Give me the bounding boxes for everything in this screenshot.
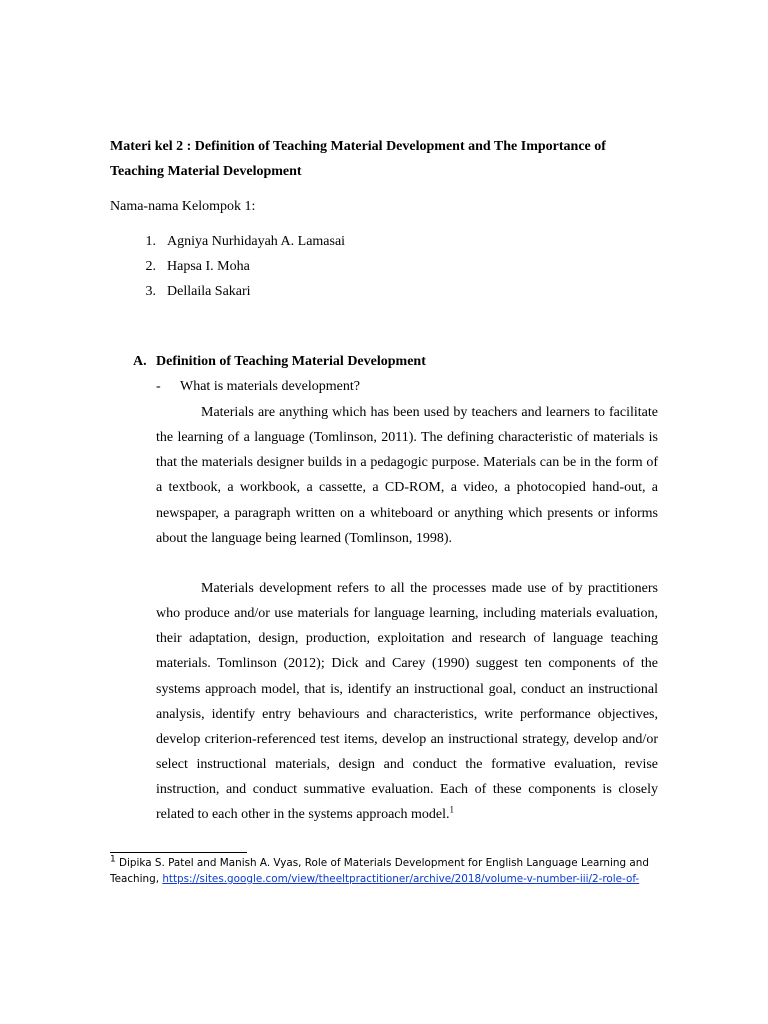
section-heading bbox=[133, 350, 426, 374]
footnote-line-1 bbox=[110, 855, 670, 871]
footnote-reference[interactable]: 1 bbox=[449, 804, 455, 815]
paragraph-2 bbox=[156, 576, 658, 828]
question-text: What is materials development? bbox=[180, 379, 360, 394]
paragraph-2-text: Materials development refers to all the processes made use of by practitioners who produce and/or use materials for language learning, including materials evaluation, their adaptation, design, production, exploitation and research of language teaching materials. Tomlinson (2012); Dick and Carey (1990) suggest ten components of the systems approach model, that is, identify an instructional goal, conduct an instructional analysis, identify entry behaviours and characteristics, write performance objectives, develop criterion-referenced test items, develop an instructional strategy, develop and/or select instructional materials, design and conduct the formative evaluation, revise instruction, and conduct summative evaluation. Each of these components is closely related to each other in the systems approach model. bbox=[156, 581, 658, 823]
section-title: Definition of Teaching Material Development bbox=[156, 354, 426, 369]
list-number: 2. bbox=[145, 259, 156, 274]
bullet-dash: - bbox=[156, 379, 161, 394]
members-label: Nama-nama Kelompok 1: bbox=[110, 199, 256, 214]
members-list bbox=[110, 229, 345, 304]
footnote-separator bbox=[110, 852, 247, 853]
footnote-text: Dipika S. Patel and Manish A. Vyas, Role of Materials Development for English Language Learning and bbox=[115, 857, 649, 869]
member-name: Hapsa I. Moha bbox=[167, 259, 250, 274]
list-number: 3. bbox=[145, 284, 156, 299]
section-letter: A. bbox=[133, 354, 147, 369]
title-line-2: Teaching Material Development bbox=[110, 164, 302, 179]
member-name: Agniya Nurhidayah A. Lamasai bbox=[167, 234, 346, 249]
list-item bbox=[110, 254, 345, 279]
title-line-1: Materi kel 2 : Definition of Teaching Material Development and The Importance of bbox=[110, 139, 606, 154]
document-title bbox=[110, 134, 670, 184]
footnote-text-prefix: Teaching, bbox=[110, 873, 163, 885]
list-item bbox=[110, 279, 345, 304]
list-item bbox=[110, 229, 345, 254]
list-number: 1. bbox=[145, 234, 156, 249]
footnote-link[interactable]: https://sites.google.com/view/theeltpractitioner/archive/2018/volume-v-number-iii/2-role-of- bbox=[162, 873, 640, 885]
paragraph-1: Materials are anything which has been used by teachers and learners to facilitate the learning of a language (Tomlinson, 2011). The defining characteristic of materials is that the materials designer builds in a pedagogic purpose. Materials can be in the form of a textbook, a workbook, a cassette, a CD-ROM, a video, a photocopied hand-out, a newspaper, a paragraph written on a whiteboard or anything which presents or informs about the language being learned (Tomlinson, 1998). bbox=[156, 405, 658, 546]
sub-question bbox=[156, 375, 360, 399]
footnote-marker: 1 bbox=[110, 854, 116, 865]
footnote-line-2 bbox=[110, 871, 670, 887]
member-name: Dellaila Sakari bbox=[167, 284, 251, 299]
footnote bbox=[110, 855, 670, 887]
